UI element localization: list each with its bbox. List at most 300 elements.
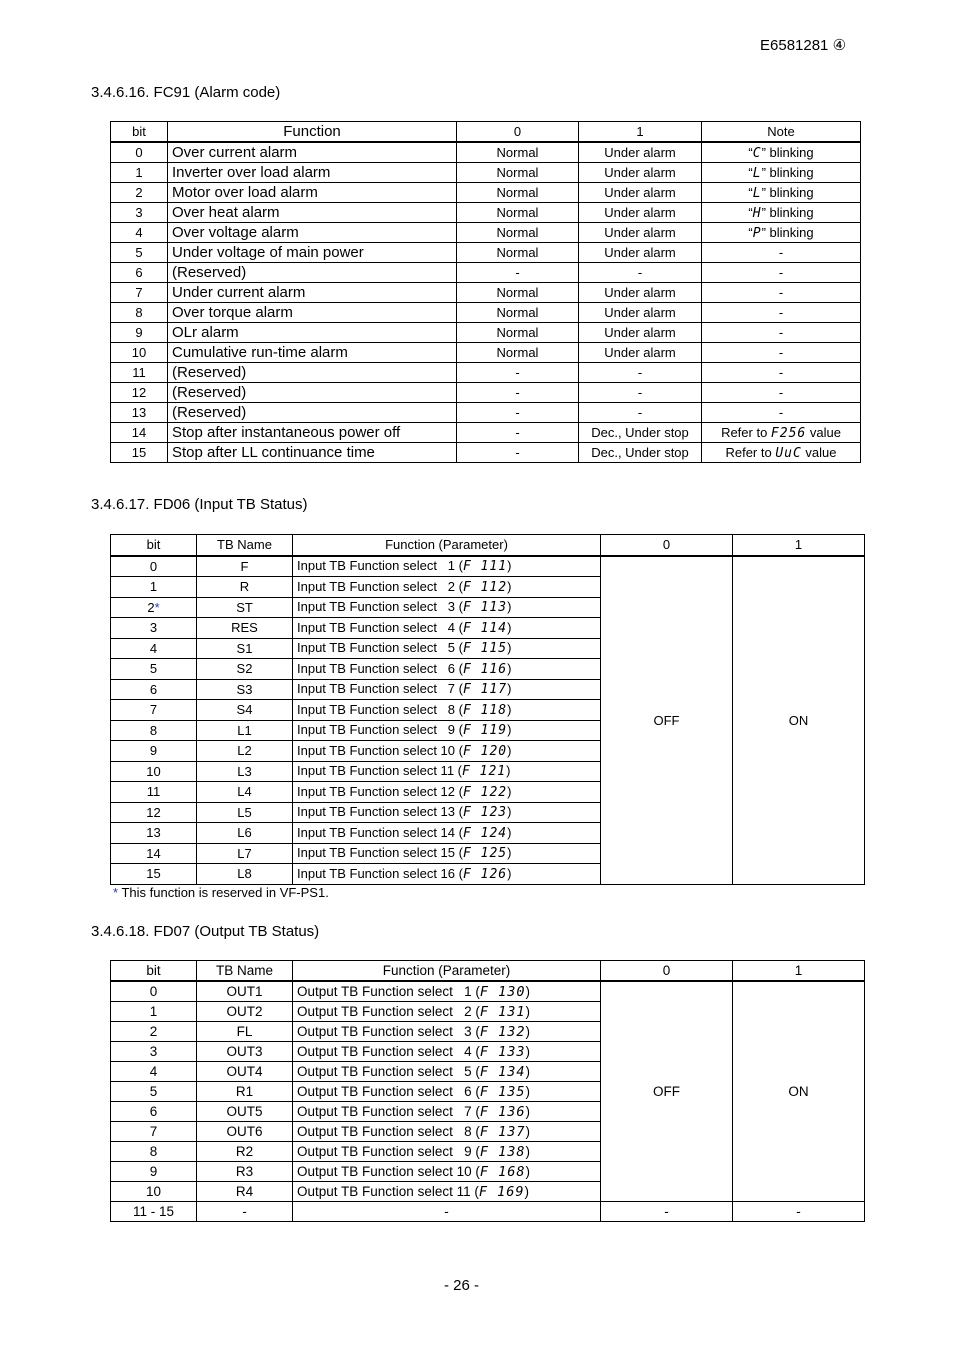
value-0-cell: Normal bbox=[457, 223, 579, 243]
note-prefix: “ bbox=[748, 224, 753, 240]
value-1-cell: Under alarm bbox=[579, 142, 702, 163]
close-paren: ) bbox=[525, 1083, 530, 1099]
value-0-cell: Normal bbox=[457, 203, 579, 223]
function-parameter-cell bbox=[293, 823, 601, 844]
tb-name-cell: S3 bbox=[197, 679, 293, 700]
parameter-code: F 130 bbox=[479, 983, 526, 1000]
function-label: Input TB Function select 2 ( bbox=[297, 578, 463, 594]
bit-cell: 5 bbox=[111, 1082, 197, 1102]
tb-name-cell: S2 bbox=[197, 659, 293, 680]
function-cell: (Reserved) bbox=[168, 403, 457, 423]
close-paren: ) bbox=[507, 558, 512, 574]
bit-cell bbox=[111, 659, 197, 680]
table-row bbox=[111, 423, 861, 443]
value-1-cell: Under alarm bbox=[579, 303, 702, 323]
note-cell bbox=[702, 203, 861, 223]
function-cell: Over heat alarm bbox=[168, 203, 457, 223]
value-0-cell: - bbox=[457, 423, 579, 443]
column-header-0: 0 bbox=[457, 122, 579, 143]
tb-name-cell: F bbox=[197, 556, 293, 577]
value-1-cell: Under alarm bbox=[579, 243, 702, 263]
function-parameter-cell bbox=[293, 1022, 601, 1042]
function-parameter-cell bbox=[293, 761, 601, 782]
note-cell bbox=[702, 183, 861, 203]
table-row bbox=[111, 223, 861, 243]
close-paren: ) bbox=[507, 681, 512, 697]
note-cell bbox=[702, 323, 861, 343]
bit-cell: 2 bbox=[111, 1022, 197, 1042]
note-cell bbox=[702, 263, 861, 283]
note-prefix: - bbox=[778, 304, 784, 320]
value-1-cell: - bbox=[579, 263, 702, 283]
column-header-tb-name: TB Name bbox=[197, 961, 293, 982]
table-row bbox=[111, 403, 861, 423]
note-suffix: ” blinking bbox=[761, 224, 814, 240]
bit-cell: 11 bbox=[111, 363, 168, 383]
function-label: Input TB Function select 9 ( bbox=[297, 722, 463, 738]
note-cell bbox=[702, 303, 861, 323]
bit-cell bbox=[111, 720, 197, 741]
function-parameter-cell bbox=[293, 782, 601, 803]
value-0-cell: Normal bbox=[457, 183, 579, 203]
bit-cell bbox=[111, 618, 197, 639]
parameter-code: F 138 bbox=[479, 1143, 526, 1160]
table-row bbox=[111, 1202, 865, 1222]
function-parameter-cell bbox=[293, 1122, 601, 1142]
note-cell bbox=[702, 163, 861, 183]
function-label: Output TB Function select 5 ( bbox=[297, 1063, 480, 1079]
footnote-text: This function is reserved in VF-PS1. bbox=[121, 885, 329, 900]
tb-name-cell: L2 bbox=[197, 741, 293, 762]
tb-name-cell: L3 bbox=[197, 761, 293, 782]
tb-name-cell: OUT1 bbox=[197, 981, 293, 1002]
last-row-name-cell: - bbox=[197, 1202, 293, 1222]
bit-cell: 1 bbox=[111, 1002, 197, 1022]
close-paren: ) bbox=[507, 824, 512, 840]
parameter-code: F 136 bbox=[479, 1103, 526, 1120]
parameter-code: F 135 bbox=[479, 1083, 526, 1100]
close-paren: ) bbox=[525, 1143, 530, 1159]
table-row bbox=[111, 343, 861, 363]
function-cell: (Reserved) bbox=[168, 363, 457, 383]
function-label: Input TB Function select 12 ( bbox=[297, 783, 463, 799]
bit-cell: 0 bbox=[111, 981, 197, 1002]
note-cell bbox=[702, 443, 861, 463]
table-row bbox=[111, 981, 865, 1002]
note-prefix: - bbox=[778, 384, 784, 400]
close-paren: ) bbox=[525, 1003, 530, 1019]
bit-cell bbox=[111, 761, 197, 782]
bit-cell: 8 bbox=[111, 1142, 197, 1162]
table-row bbox=[111, 556, 865, 577]
display-code: C bbox=[752, 145, 762, 161]
function-parameter-cell bbox=[293, 577, 601, 598]
value-1-cell: Under alarm bbox=[579, 183, 702, 203]
value-0-cell: - bbox=[457, 363, 579, 383]
note-cell bbox=[702, 223, 861, 243]
value-1-cell: Under alarm bbox=[579, 163, 702, 183]
parameter-code: F 114 bbox=[462, 620, 508, 636]
parameter-code: F 115 bbox=[462, 641, 508, 657]
bit-cell bbox=[111, 782, 197, 803]
bit-value: 0 bbox=[149, 558, 158, 574]
close-paren: ) bbox=[507, 660, 512, 676]
parameter-code: F 122 bbox=[462, 784, 508, 800]
bit-value: 9 bbox=[149, 743, 158, 759]
function-parameter-cell bbox=[293, 864, 601, 885]
function-label: Output TB Function select 10 ( bbox=[297, 1163, 480, 1179]
note-cell bbox=[702, 423, 861, 443]
function-label: Input TB Function select 6 ( bbox=[297, 660, 463, 676]
function-label: Input TB Function select 15 ( bbox=[297, 845, 463, 861]
function-label: Input TB Function select 13 ( bbox=[297, 804, 463, 820]
table-row bbox=[111, 303, 861, 323]
function-parameter-cell bbox=[293, 1042, 601, 1062]
column-header-bit: bit bbox=[111, 122, 168, 143]
parameter-code: F 120 bbox=[462, 743, 508, 759]
note-prefix: - bbox=[778, 404, 784, 420]
value-0-cell: - bbox=[457, 263, 579, 283]
note-prefix: “ bbox=[748, 164, 753, 180]
display-code: L bbox=[752, 185, 762, 201]
function-cell: Cumulative run-time alarm bbox=[168, 343, 457, 363]
note-prefix: “ bbox=[748, 204, 753, 220]
parameter-code: F 126 bbox=[462, 866, 508, 882]
value-1-cell: Dec., Under stop bbox=[579, 443, 702, 463]
parameter-code: F 132 bbox=[479, 1023, 526, 1040]
tb-name-cell: L4 bbox=[197, 782, 293, 803]
function-label: Input TB Function select 10 ( bbox=[297, 742, 463, 758]
parameter-code: F 111 bbox=[462, 559, 508, 575]
function-label: Input TB Function select 3 ( bbox=[297, 599, 463, 615]
footnote-mark: * bbox=[113, 885, 119, 900]
bit-cell: 5 bbox=[111, 243, 168, 263]
function-label: Input TB Function select 14 ( bbox=[297, 824, 463, 840]
function-cell: Stop after instantaneous power off bbox=[168, 423, 457, 443]
table-row bbox=[111, 243, 861, 263]
bit-cell: 14 bbox=[111, 423, 168, 443]
close-paren: ) bbox=[507, 640, 512, 656]
reserved-mark: * bbox=[154, 599, 160, 615]
tb-name-cell: R bbox=[197, 577, 293, 598]
tb-name-cell: L7 bbox=[197, 843, 293, 864]
table-row bbox=[111, 283, 861, 303]
table-header-row bbox=[111, 961, 865, 982]
section-title-fc91: 3.4.6.16. FC91 (Alarm code) bbox=[91, 84, 281, 101]
parameter-code: F 125 bbox=[462, 846, 508, 862]
parameter-code: F 121 bbox=[462, 764, 507, 780]
column-header-function: Function bbox=[168, 122, 457, 143]
function-parameter-cell bbox=[293, 1102, 601, 1122]
parameter-code: F 123 bbox=[462, 805, 508, 821]
column-header-0: 0 bbox=[601, 961, 733, 982]
function-label: Output TB Function select 11 ( bbox=[297, 1183, 479, 1199]
fc91-alarm-code-table bbox=[110, 121, 861, 463]
close-paren: ) bbox=[507, 701, 512, 717]
function-parameter-cell bbox=[293, 720, 601, 741]
column-header-bit: bit bbox=[111, 961, 197, 982]
function-parameter-cell bbox=[293, 1182, 601, 1202]
note-suffix: ” blinking bbox=[761, 164, 814, 180]
tb-name-cell: L5 bbox=[197, 802, 293, 823]
tb-name-cell: L1 bbox=[197, 720, 293, 741]
fd07-output-tb-status-table bbox=[110, 960, 865, 1222]
function-label: Output TB Function select 9 ( bbox=[297, 1143, 480, 1159]
note-suffix: value bbox=[806, 424, 841, 440]
function-parameter-cell bbox=[293, 1002, 601, 1022]
parameter-code: F 133 bbox=[479, 1043, 526, 1060]
note-cell bbox=[702, 383, 861, 403]
function-parameter-cell bbox=[293, 700, 601, 721]
value-0-cell: Normal bbox=[457, 303, 579, 323]
column-header-function-parameter: Function (Parameter) bbox=[293, 535, 601, 556]
bit-cell bbox=[111, 577, 197, 598]
bit-cell bbox=[111, 802, 197, 823]
value-0-cell: - bbox=[457, 443, 579, 463]
bit-cell: 7 bbox=[111, 1122, 197, 1142]
table-row bbox=[111, 142, 861, 163]
function-label: Output TB Function select 6 ( bbox=[297, 1083, 480, 1099]
bit-cell: 3 bbox=[111, 1042, 197, 1062]
bit-cell: 4 bbox=[111, 1062, 197, 1082]
close-paren: ) bbox=[525, 983, 530, 999]
parameter-code: F 168 bbox=[479, 1163, 526, 1180]
note-cell bbox=[702, 363, 861, 383]
bit-cell bbox=[111, 864, 197, 885]
bit-value: 15 bbox=[146, 866, 161, 882]
function-label: Input TB Function select 4 ( bbox=[297, 619, 463, 635]
function-cell: Inverter over load alarm bbox=[168, 163, 457, 183]
note-prefix: - bbox=[778, 244, 784, 260]
note-prefix: “ bbox=[748, 144, 753, 160]
close-paren: ) bbox=[506, 763, 511, 779]
tb-name-cell: R1 bbox=[197, 1082, 293, 1102]
column-header-function-parameter: Function (Parameter) bbox=[293, 961, 601, 982]
bit-cell bbox=[111, 556, 197, 577]
bit-value: 13 bbox=[146, 825, 161, 841]
bit-value: 1 bbox=[149, 579, 158, 595]
note-prefix: - bbox=[778, 344, 784, 360]
bit-cell: 1 bbox=[111, 163, 168, 183]
bit-value: 12 bbox=[146, 804, 161, 820]
tb-name-cell: S1 bbox=[197, 638, 293, 659]
function-parameter-cell bbox=[293, 981, 601, 1002]
function-parameter-cell bbox=[293, 556, 601, 577]
tb-name-cell: OUT6 bbox=[197, 1122, 293, 1142]
parameter-code: F 169 bbox=[478, 1183, 525, 1200]
fd06-input-tb-status-table bbox=[110, 534, 865, 885]
tb-name-cell: OUT4 bbox=[197, 1062, 293, 1082]
bit-value: 5 bbox=[149, 661, 158, 677]
last-row-v0-cell: - bbox=[601, 1202, 733, 1222]
column-header-tb-name: TB Name bbox=[197, 535, 293, 556]
function-cell: Under current alarm bbox=[168, 283, 457, 303]
bit-cell: 10 bbox=[111, 1182, 197, 1202]
function-cell: OLr alarm bbox=[168, 323, 457, 343]
tb-name-cell: L8 bbox=[197, 864, 293, 885]
table-row bbox=[111, 263, 861, 283]
value-1-cell: Under alarm bbox=[579, 223, 702, 243]
table-header-row bbox=[111, 535, 865, 556]
value-1-cell: Under alarm bbox=[579, 203, 702, 223]
bit-value: 7 bbox=[149, 702, 158, 718]
column-header-1: 1 bbox=[579, 122, 702, 143]
function-parameter-cell bbox=[293, 843, 601, 864]
close-paren: ) bbox=[525, 1123, 530, 1139]
bit-cell bbox=[111, 823, 197, 844]
function-parameter-cell bbox=[293, 659, 601, 680]
on-value-cell: ON bbox=[733, 556, 865, 885]
note-cell bbox=[702, 243, 861, 263]
parameter-code: F 137 bbox=[479, 1123, 526, 1140]
last-row-v1-cell: - bbox=[733, 1202, 865, 1222]
bit-cell bbox=[111, 679, 197, 700]
bit-value: 3 bbox=[149, 620, 158, 636]
note-suffix: ” blinking bbox=[761, 144, 814, 160]
close-paren: ) bbox=[525, 1063, 530, 1079]
close-paren: ) bbox=[525, 1023, 530, 1039]
close-paren: ) bbox=[525, 1103, 530, 1119]
tb-name-cell: ST bbox=[197, 597, 293, 618]
function-cell: (Reserved) bbox=[168, 383, 457, 403]
note-cell bbox=[702, 283, 861, 303]
column-header-bit: bit bbox=[111, 535, 197, 556]
parameter-code: F 113 bbox=[462, 600, 508, 616]
last-row-bit-cell: 11 - 15 bbox=[111, 1202, 197, 1222]
note-prefix: “ bbox=[748, 184, 753, 200]
bit-value: 4 bbox=[149, 640, 158, 656]
bit-cell: 15 bbox=[111, 443, 168, 463]
table-row bbox=[111, 363, 861, 383]
close-paren: ) bbox=[507, 742, 512, 758]
function-label: Input TB Function select 1 ( bbox=[297, 558, 463, 574]
display-code: F256 bbox=[770, 425, 807, 441]
column-header-1: 1 bbox=[733, 961, 865, 982]
value-0-cell: Normal bbox=[457, 323, 579, 343]
parameter-code: F 124 bbox=[462, 825, 508, 841]
note-suffix: ” blinking bbox=[761, 204, 814, 220]
function-cell: Over current alarm bbox=[168, 142, 457, 163]
bit-value: 2 bbox=[147, 599, 155, 615]
function-cell: Motor over load alarm bbox=[168, 183, 457, 203]
value-1-cell: Dec., Under stop bbox=[579, 423, 702, 443]
function-parameter-cell bbox=[293, 1162, 601, 1182]
function-label: Input TB Function select 11 ( bbox=[297, 763, 462, 779]
parameter-code: F 116 bbox=[462, 661, 508, 677]
table-row bbox=[111, 383, 861, 403]
function-parameter-cell bbox=[293, 1142, 601, 1162]
page-number: - 26 - bbox=[444, 1277, 480, 1294]
bit-cell: 6 bbox=[111, 1102, 197, 1122]
function-label: Output TB Function select 4 ( bbox=[297, 1043, 480, 1059]
last-row-func-cell: - bbox=[293, 1202, 601, 1222]
value-1-cell: - bbox=[579, 383, 702, 403]
note-cell bbox=[702, 142, 861, 163]
value-0-cell: Normal bbox=[457, 343, 579, 363]
bit-cell: 9 bbox=[111, 1162, 197, 1182]
parameter-code: F 117 bbox=[462, 682, 508, 698]
note-prefix: Refer to bbox=[721, 424, 771, 440]
bit-cell: 7 bbox=[111, 283, 168, 303]
tb-name-cell: RES bbox=[197, 618, 293, 639]
note-prefix: - bbox=[778, 324, 784, 340]
column-header-0: 0 bbox=[601, 535, 733, 556]
close-paren: ) bbox=[507, 865, 512, 881]
function-parameter-cell bbox=[293, 802, 601, 823]
function-parameter-cell bbox=[293, 1082, 601, 1102]
tb-name-cell: L6 bbox=[197, 823, 293, 844]
note-suffix: value bbox=[801, 444, 837, 460]
function-label: Output TB Function select 1 ( bbox=[297, 983, 480, 999]
function-parameter-cell bbox=[293, 1062, 601, 1082]
function-parameter-cell bbox=[293, 741, 601, 762]
close-paren: ) bbox=[507, 578, 512, 594]
bit-cell: 12 bbox=[111, 383, 168, 403]
table-header-row bbox=[111, 122, 861, 143]
off-value-cell: OFF bbox=[601, 556, 733, 885]
close-paren: ) bbox=[507, 722, 512, 738]
value-0-cell: Normal bbox=[457, 163, 579, 183]
bit-cell: 0 bbox=[111, 142, 168, 163]
table-row bbox=[111, 163, 861, 183]
parameter-code: F 134 bbox=[479, 1063, 526, 1080]
tb-name-cell: OUT2 bbox=[197, 1002, 293, 1022]
parameter-code: F 112 bbox=[462, 579, 508, 595]
bit-value: 8 bbox=[149, 722, 158, 738]
function-label: Input TB Function select 16 ( bbox=[297, 865, 463, 881]
bit-cell bbox=[111, 638, 197, 659]
tb-name-cell: R4 bbox=[197, 1182, 293, 1202]
column-header-1: 1 bbox=[733, 535, 865, 556]
bit-value: 10 bbox=[146, 763, 161, 779]
tb-name-cell: S4 bbox=[197, 700, 293, 721]
column-header-note: Note bbox=[702, 122, 861, 143]
close-paren: ) bbox=[525, 1163, 530, 1179]
note-prefix: - bbox=[778, 364, 784, 380]
bit-cell: 8 bbox=[111, 303, 168, 323]
function-cell: Stop after LL continuance time bbox=[168, 443, 457, 463]
on-value-cell: ON bbox=[733, 981, 865, 1202]
value-0-cell: Normal bbox=[457, 142, 579, 163]
bit-value: 11 bbox=[146, 784, 161, 800]
function-cell: Over voltage alarm bbox=[168, 223, 457, 243]
value-0-cell: Normal bbox=[457, 243, 579, 263]
function-label: Input TB Function select 7 ( bbox=[297, 681, 463, 697]
document-id: E6581281 ④ bbox=[760, 37, 847, 54]
bit-cell: 13 bbox=[111, 403, 168, 423]
function-label: Output TB Function select 7 ( bbox=[297, 1103, 480, 1119]
function-cell: (Reserved) bbox=[168, 263, 457, 283]
function-parameter-cell bbox=[293, 638, 601, 659]
tb-name-cell: OUT3 bbox=[197, 1042, 293, 1062]
display-code: H bbox=[752, 205, 762, 221]
function-cell: Over torque alarm bbox=[168, 303, 457, 323]
function-label: Output TB Function select 8 ( bbox=[297, 1123, 480, 1139]
bit-cell bbox=[111, 597, 197, 618]
note-suffix: ” blinking bbox=[761, 184, 814, 200]
tb-name-cell: R3 bbox=[197, 1162, 293, 1182]
table-row bbox=[111, 203, 861, 223]
function-parameter-cell bbox=[293, 618, 601, 639]
close-paren: ) bbox=[507, 599, 512, 615]
tb-name-cell: R2 bbox=[197, 1142, 293, 1162]
tb-name-cell: FL bbox=[197, 1022, 293, 1042]
close-paren: ) bbox=[507, 804, 512, 820]
bit-cell: 10 bbox=[111, 343, 168, 363]
function-label: Output TB Function select 2 ( bbox=[297, 1003, 480, 1019]
bit-cell bbox=[111, 700, 197, 721]
function-label: Output TB Function select 3 ( bbox=[297, 1023, 480, 1039]
